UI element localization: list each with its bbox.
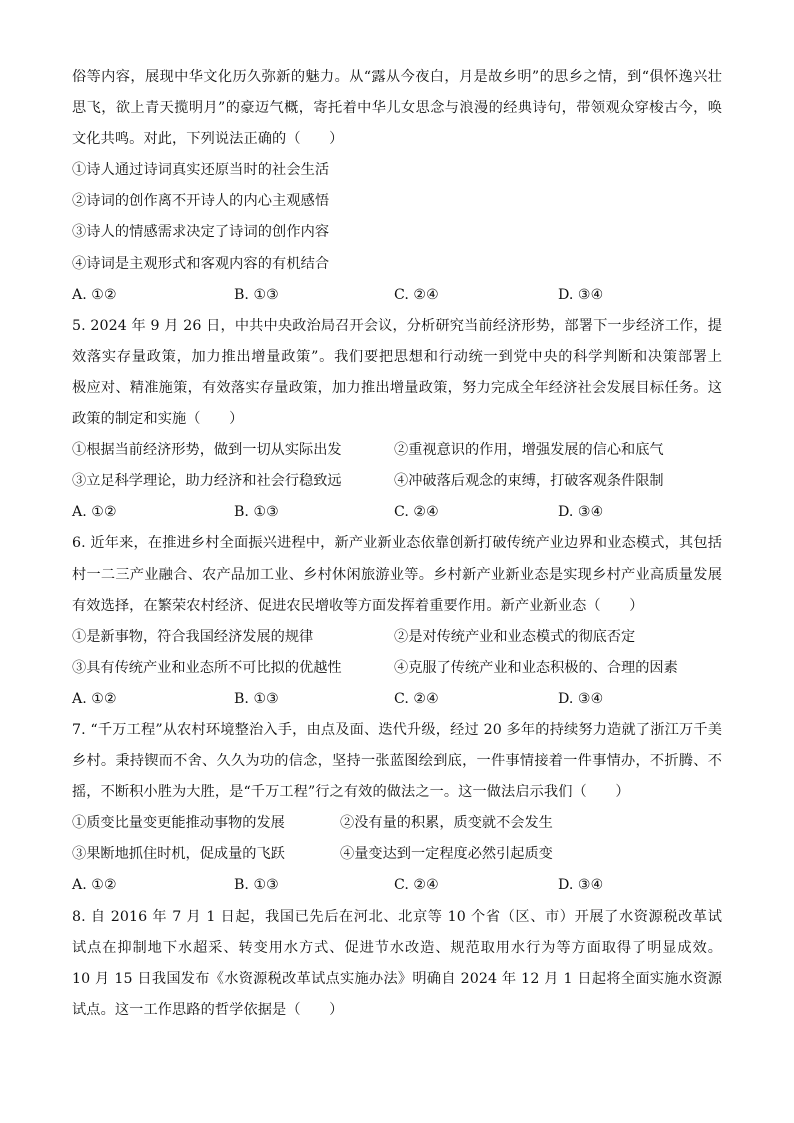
question-6-stem-line: 6. 近年来，在推进乡村全面振兴进程中，新产业新业态依靠创新打破传统产业边界和业态模式，其包括 [72, 535, 722, 552]
option-a: A. ①② [72, 877, 117, 894]
question-7-stem-line: 7. “千万工程”从农村环境整治入手，由点及面、迭代升级，经过 20 多年的持续努力造就了浙江万千美 [72, 721, 722, 738]
question-4-stem-line: 俗等内容，展现中华文化历久弥新的魅力。从“露从今夜白，月是故乡明”的思乡之情，到“俱怀逸兴壮 [72, 69, 722, 85]
question-5-stem-line: 极应对、精准施策，有效落实存量政策，加力推出增量政策，努力完成全年经济社会发展目标任务。这 [72, 379, 722, 396]
statement-2: ②没有量的积累，质变就不会发生 [340, 815, 553, 832]
question-6-statement-row [72, 622, 722, 653]
question-5-statement-row [72, 466, 722, 497]
question-6 [72, 528, 722, 715]
question-4-statement: ②诗词的创作离不开诗人的内心主观感悟 [72, 193, 330, 210]
statement-3: ③具有传统产业和业态所不可比拟的优越性 [72, 659, 342, 676]
statement-4: ④量变达到一定程度必然引起质变 [340, 846, 553, 863]
option-d: D. ③④ [558, 504, 604, 521]
question-4-statement: ③诗人的情感需求决定了诗词的创作内容 [72, 224, 330, 241]
question-8-stem-line: 试点在抑制地下水超采、转变用水方式、促进节水改造、规范取用水行为等方面取得了明显成效。 [72, 939, 722, 956]
question-5 [72, 311, 722, 529]
question-8 [72, 902, 722, 1026]
question-5-stem-line: 政策的制定和实施（ ） [72, 411, 244, 428]
question-4-options [72, 280, 722, 311]
option-c: C. ②④ [394, 504, 439, 521]
statement-2: ②是对传统产业和业态模式的彻底否定 [394, 628, 636, 645]
question-4-stem-line: 思飞，欲上青天揽明月”的豪迈气概，寄托着中华儿女思念与浪漫的经典诗句，带领观众穿梭古今，唤 [72, 100, 722, 117]
option-d: D. ③④ [558, 877, 604, 894]
option-b: B. ①③ [234, 286, 279, 303]
option-c: C. ②④ [394, 690, 439, 707]
question-5-statement-row [72, 435, 722, 466]
option-d: D. ③④ [558, 690, 604, 707]
question-6-options [72, 684, 722, 715]
option-a: A. ①② [72, 286, 117, 303]
option-a: A. ①② [72, 504, 117, 521]
option-b: B. ①③ [234, 504, 279, 521]
option-c: C. ②④ [394, 286, 439, 303]
question-4 [72, 62, 722, 311]
statement-4: ④克服了传统产业和业态积极的、合理的因素 [394, 659, 678, 676]
statement-3: ③果断地抓住时机，促成量的飞跃 [72, 846, 285, 863]
statement-1: ①是新事物，符合我国经济发展的规律 [72, 628, 314, 645]
question-7-stem-line: 乡村。秉持锲而不舍、久久为功的信念，坚持一张蓝图绘到底，一件事情接着一件事情办，不折腾、不 [72, 753, 722, 770]
question-8-stem-line: 10 月 15 日我国发布《水资源税改革试点实施办法》明确自 2024 年 12 月 1 日起将全面实施水资源 [72, 970, 722, 987]
exam-page [72, 62, 722, 1026]
statement-4: ④冲破落后观念的束缚，打破客观条件限制 [394, 473, 664, 490]
question-5-stem-line: 效落实存量政策，加力推出增量政策”。我们要把思想和行动统一到党中央的科学判断和决策部署上 [72, 348, 722, 365]
question-7-stem-line: 摇，不断积小胜为大胜，是“千万工程”行之有效的做法之一。这一做法启示我们（ ） [72, 784, 630, 801]
statement-3: ③立足科学理论，助力经济和社会行稳致远 [72, 473, 342, 490]
statement-2: ②重视意识的作用，增强发展的信心和底气 [394, 442, 664, 459]
question-6-statement-row [72, 653, 722, 684]
option-b: B. ①③ [234, 690, 279, 707]
question-7 [72, 715, 722, 902]
question-8-stem-line: 试点。这一工作思路的哲学依据是（ ） [72, 1001, 344, 1018]
question-7-options [72, 870, 722, 901]
option-b: B. ①③ [234, 877, 279, 894]
question-4-statement: ①诗人通过诗词真实还原当时的社会生活 [72, 162, 330, 179]
question-5-stem-line: 5. 2024 年 9 月 26 日，中共中央政治局召开会议，分析研究当前经济形势，部署下一步经济工作，提 [72, 317, 722, 334]
option-a: A. ①② [72, 690, 117, 707]
question-8-stem-line: 8. 自 2016 年 7 月 1 日起，我国已先后在河北、北京等 10 个省（区、市）开展了水资源税改革试 [72, 908, 722, 925]
question-5-options [72, 497, 722, 528]
question-4-statement: ④诗词是主观形式和客观内容的有机结合 [72, 255, 330, 272]
statement-1: ①根据当前经济形势，做到一切从实际出发 [72, 442, 342, 459]
question-7-statement-row [72, 839, 722, 870]
question-6-stem-line: 有效选择，在繁荣农村经济、促进农民增收等方面发挥着重要作用。新产业新业态（ ） [72, 597, 644, 614]
question-7-statement-row [72, 808, 722, 839]
option-d: D. ③④ [558, 286, 604, 303]
statement-1: ①质变比量变更能推动事物的发展 [72, 815, 285, 832]
question-6-stem-line: 村一二三产业融合、农产品加工业、乡村休闲旅游业等。乡村新产业新业态是实现乡村产业高质量发展 [72, 566, 722, 583]
question-4-stem-line: 文化共鸣。对此，下列说法正确的（ ） [72, 131, 344, 148]
option-c: C. ②④ [394, 877, 439, 894]
